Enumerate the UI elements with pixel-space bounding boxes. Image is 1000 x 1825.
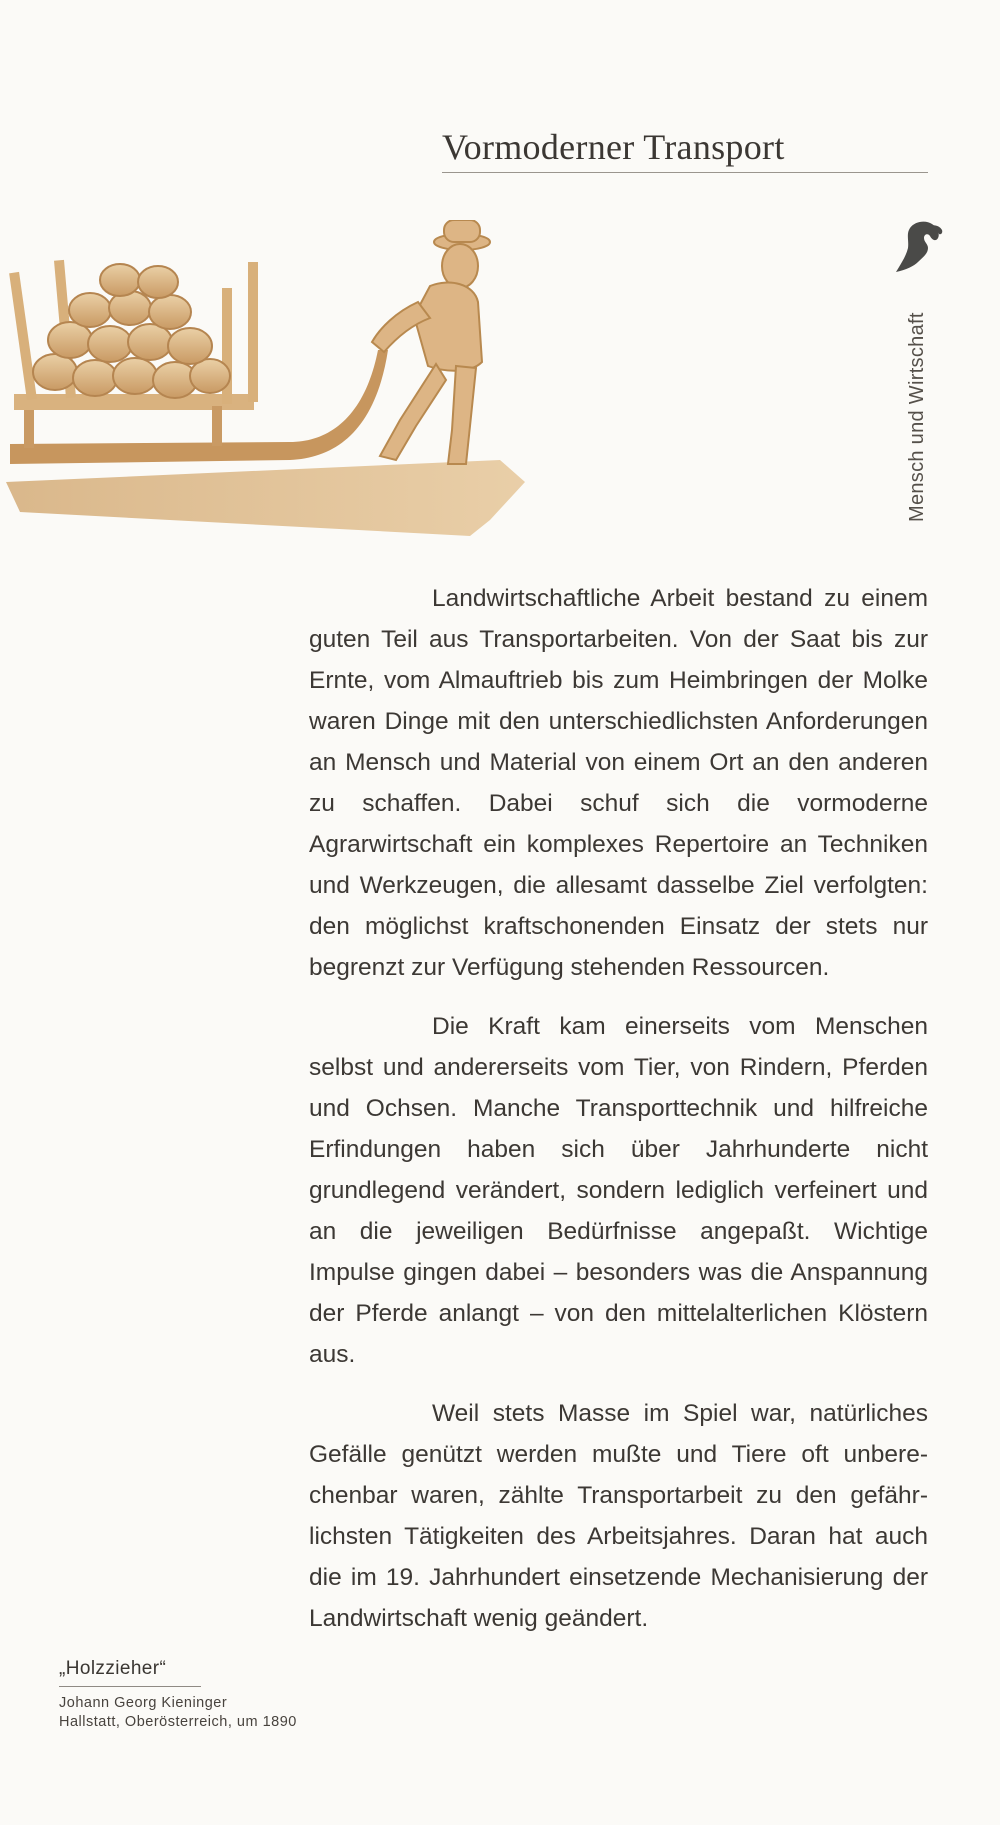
paragraph: Weil stets Masse im Spiel war, natürliches Gefälle genützt werden mußte und Tiere oft unberechenbar waren, zählte Transportarbeit zu den gefährlichsten Tätigkeiten des Arbeitsjahres. Daran hat auch die im 19. Jahrhundert einsetzende Mechanisierung der Landwirtschaft wenig geändert. [309,1400,928,1632]
title-underline [442,172,928,173]
caption-divider [59,1686,201,1687]
paragraph: Die Kraft kam einerseits vom Menschen selbst und andererseits vom Tier, von Rindern, Pferden und Ochsen. Manche Transporttechnik und hilfreiche Erfindungen haben sich über Jahrhunderte nicht grundlegend verändert, sondern lediglich verfeinert und an die jeweiligen Bedürfnisse angepaßt. Wichtige Impulse gingen dabei – besonders was die Anspannung der Pferde anlangt – von den mittelalterlichen Klöstern aus. [309,1013,928,1368]
caption-artist: Johann Georg Kieninger [59,1695,228,1711]
image-caption [59,1658,297,1732]
section-side-label: Mensch und Wirtschaft [906,312,928,522]
body-text [309,578,928,1657]
page-title: Vormoderner Transport [442,127,785,167]
caption-origin: Hallstatt, Oberösterreich, um 1890 [59,1714,297,1730]
wood-carving-sled-puller-image [0,220,530,550]
chapter-logo-icon [888,218,946,282]
caption-title: „Holzzieher“ [59,1658,167,1679]
paragraph: Landwirtschaftliche Arbeit bestand zu einem guten Teil aus Transportarbeiten. Von der Saat bis zur Ernte, vom Almauftrieb bis zum Heimbringen der Molke waren Dinge mit den unterschiedlichsten Anforderungen an Mensch und Material von einem Ort an den anderen zu schaffen. Dabei schuf sich die vormoderne Agrarwirtschaft ein komplexes Repertoire an Techniken und Werkzeugen, die allesamt dasselbe Ziel verfolgten: den möglichst kraftschonenden Einsatz der stets nur begrenzt zur Verfügung stehenden Ressourcen. [309,585,928,981]
